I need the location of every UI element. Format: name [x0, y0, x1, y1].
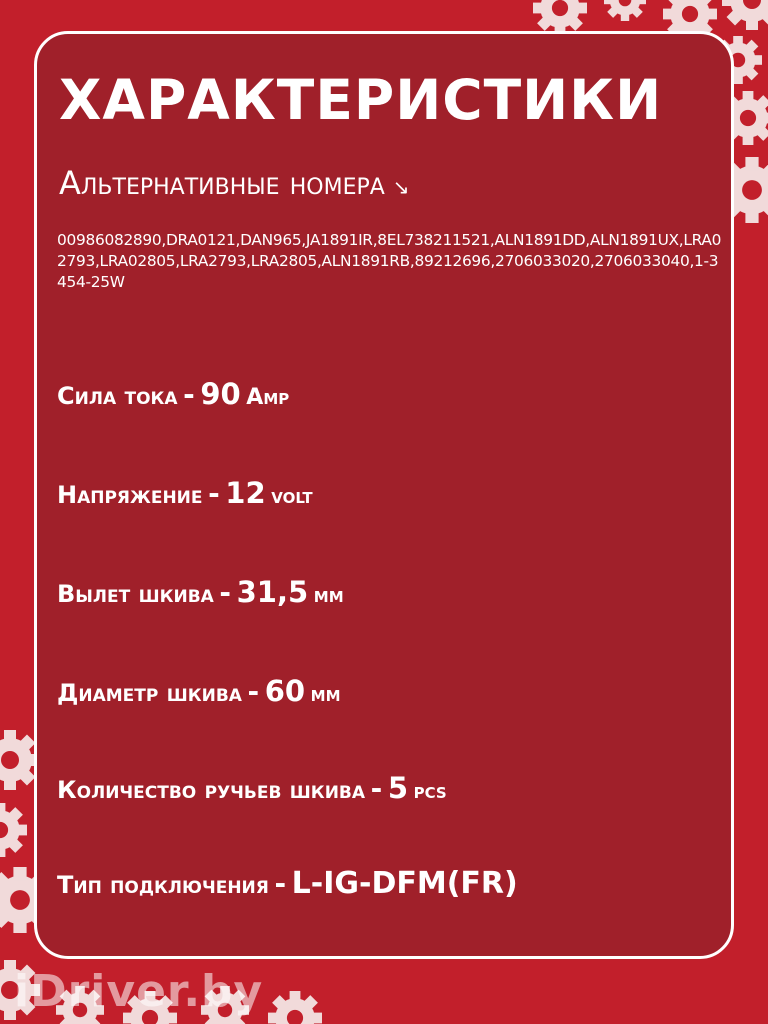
spec-value: 60 [264, 674, 306, 708]
alt-numbers-list: 00986082890,DRA0121,DAN965,JA1891IR,8EL738211521,ALN1891DD,ALN1891UX,LRA02793,LRA02805,LRA2793,LRA2805,ALN1891RB,89212696,2706033020,2706033040,1-3454-25W [57, 231, 722, 291]
spec-unit: мм [310, 682, 341, 707]
spec-separator: - [219, 576, 232, 609]
spec-value: 12 [225, 476, 266, 510]
page-title: ХАРАКТЕРИСТИКИ [59, 68, 663, 132]
specs-card [34, 31, 734, 959]
spec-pulley-diameter [57, 674, 341, 708]
spec-voltage [57, 476, 313, 510]
spec-separator: - [208, 477, 220, 510]
spec-label: Вылет шкива [57, 580, 214, 608]
spec-unit: мм [313, 583, 344, 608]
spec-label: Диаметр шкива [57, 679, 242, 707]
spec-separator: - [183, 378, 195, 411]
spec-unit: Amp [246, 385, 290, 410]
alt-numbers-heading-label: Альтернативные номера [59, 164, 385, 202]
spec-separator: - [274, 867, 287, 900]
spec-current [57, 377, 289, 411]
spec-label: Тип подключения [57, 871, 269, 899]
spec-value: 31,5 [236, 575, 309, 609]
spec-value: L-IG-DFM(FR) [291, 866, 518, 901]
spec-separator: - [370, 772, 383, 805]
spec-pulley-offset [57, 575, 344, 609]
spec-value: 5 [387, 771, 408, 805]
spec-pulley-grooves [57, 771, 447, 805]
spec-label: Сила тока [57, 382, 178, 410]
arrow-down-right-icon: ↘ [392, 175, 410, 199]
spec-unit: pcs [413, 779, 447, 804]
alt-numbers-heading [59, 164, 410, 202]
spec-value: 90 [200, 377, 241, 411]
spec-connection-type [57, 866, 518, 901]
spec-label: Количество ручьев шкива [57, 776, 366, 804]
spec-separator: - [247, 675, 260, 708]
watermark-logo: iDriver.by [14, 966, 264, 1017]
spec-unit: volt [271, 484, 313, 509]
spec-label: Напряжение [57, 481, 203, 509]
